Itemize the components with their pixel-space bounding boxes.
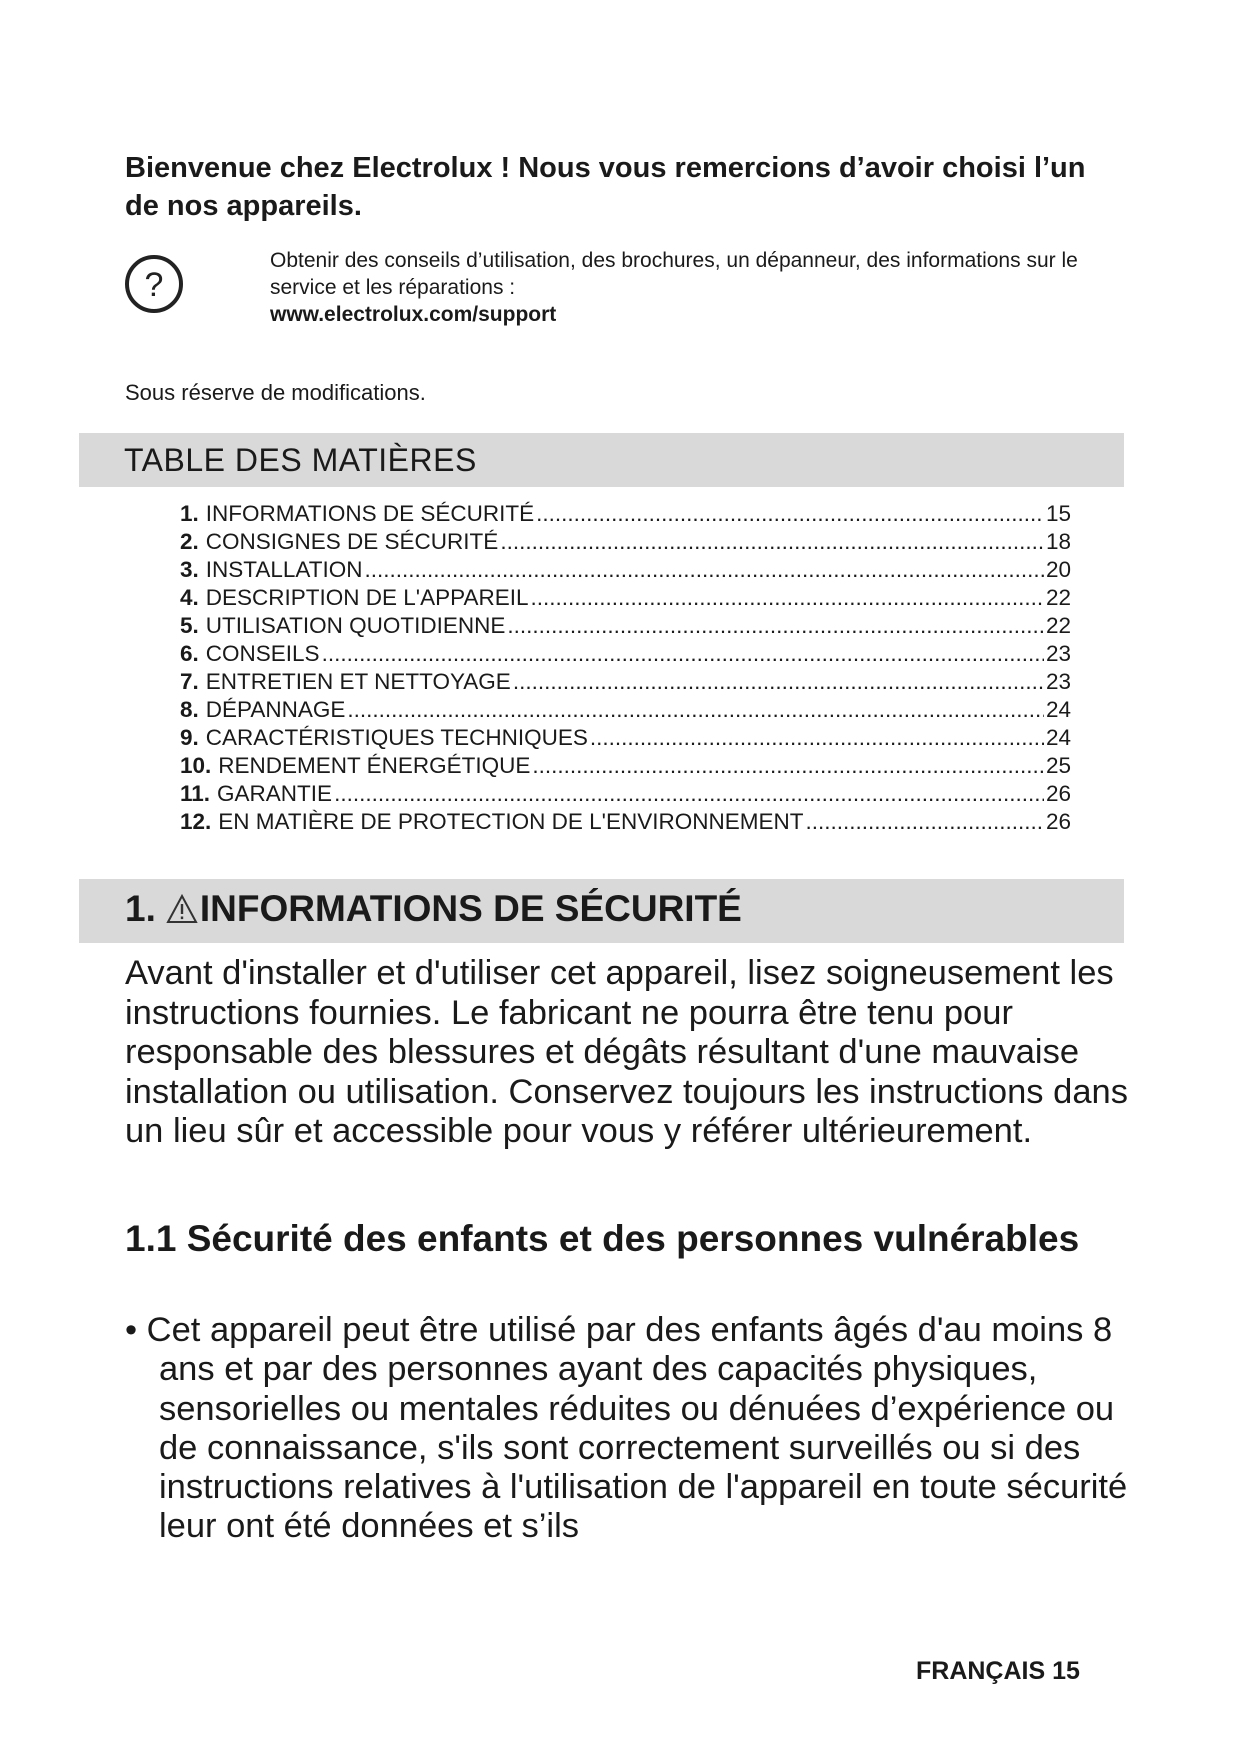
toc-item-page: 15 — [1045, 501, 1071, 526]
toc-item-label: UTILISATION QUOTIDIENNE — [205, 613, 506, 638]
toc-item-leader — [322, 640, 1044, 668]
toc-item[interactable] — [180, 584, 1071, 612]
toc-item-leader — [532, 752, 1044, 780]
toc-item-number: 6. — [180, 641, 199, 666]
toc-item-label: ENTRETIEN ET NETTOYAGE — [205, 669, 511, 694]
toc-item-label: DÉPANNAGE — [205, 697, 346, 722]
toc-item[interactable] — [180, 528, 1071, 556]
toc-item-leader — [513, 668, 1044, 696]
bullet-text: Cet appareil peut être utilisé par des enfants âgés d'au moins 8 ans et par des personnes ayant des capacités physiques, sensorielles ou mentales réduites ou dénuées d’expérience ou de connaissance, s'ils sont correctement surveillés ou si des instructions relatives à l'utilisation de l'appareil en toute sécurité leur ont été données et s’ils — [146, 1311, 1128, 1546]
subsection-title: 1.1 Sécurité des enfants et des personnes vulnérables — [125, 1218, 1080, 1259]
toc-item-number: 11. — [180, 781, 211, 806]
table-of-contents — [180, 500, 1071, 836]
toc-item-page: 23 — [1045, 641, 1071, 666]
toc-item-leader — [500, 528, 1044, 556]
toc-item-number: 5. — [180, 613, 199, 638]
toc-item[interactable] — [180, 640, 1071, 668]
page-footer: FRANÇAIS 15 — [916, 1657, 1080, 1685]
toc-item-number: 2. — [180, 529, 199, 554]
toc-item[interactable] — [180, 668, 1071, 696]
toc-item-label: EN MATIÈRE DE PROTECTION DE L'ENVIRONNEMENT — [218, 809, 804, 834]
toc-item-leader — [536, 500, 1044, 528]
toc-item-leader — [530, 584, 1043, 612]
toc-item-number: 3. — [180, 557, 199, 582]
toc-item-number: 1. — [180, 501, 199, 526]
toc-item-label: INSTALLATION — [205, 557, 363, 582]
toc-item-page: 25 — [1045, 753, 1071, 778]
toc-item-leader — [590, 724, 1044, 752]
toc-item-label: GARANTIE — [217, 781, 333, 806]
toc-item-page: 24 — [1045, 697, 1071, 722]
toc-item-leader — [334, 780, 1044, 808]
svg-text:?: ? — [144, 266, 164, 304]
section-title — [125, 888, 742, 930]
toc-item[interactable] — [180, 808, 1071, 836]
toc-item-leader — [507, 612, 1044, 640]
toc-item-label: CONSIGNES DE SÉCURITÉ — [205, 529, 499, 554]
toc-item-label: CARACTÉRISTIQUES TECHNIQUES — [205, 725, 588, 750]
toc-item-page: 18 — [1045, 529, 1071, 554]
toc-item-number: 7. — [180, 669, 199, 694]
warning-triangle-icon — [166, 894, 198, 924]
toc-item-page: 26 — [1045, 781, 1071, 806]
toc-item-leader — [805, 808, 1044, 836]
toc-item-number: 10. — [180, 753, 212, 778]
safety-intro-paragraph: Avant d'installer et d'utiliser cet appareil, lisez soigneusement les instructions fournies. Le fabricant ne pourra être tenu pour responsable des blessures et dégâts résultant d'une mauvaise installation ou utilisation. Conservez toujours les instructions dans un lieu sûr et accessible pour vous y référer ultérieurement. — [125, 954, 1128, 1150]
support-link[interactable]: www.electrolux.com/support — [270, 303, 557, 326]
section-number: 1. — [125, 888, 156, 929]
toc-item-page: 24 — [1045, 725, 1071, 750]
toc-item-page: 23 — [1045, 669, 1071, 694]
toc-item-label: DESCRIPTION DE L'APPAREIL — [205, 585, 529, 610]
toc-item-number: 8. — [180, 697, 199, 722]
modification-notice: Sous réserve de modifications. — [125, 380, 426, 405]
toc-item-label: RENDEMENT ÉNERGÉTIQUE — [218, 753, 531, 778]
toc-item[interactable] — [180, 780, 1071, 808]
support-info — [270, 247, 1130, 328]
toc-item[interactable] — [180, 696, 1071, 724]
toc-item-number: 12. — [180, 809, 212, 834]
toc-item[interactable] — [180, 500, 1071, 528]
toc-item-page: 22 — [1045, 613, 1071, 638]
toc-item-number: 9. — [180, 725, 199, 750]
toc-item-page: 20 — [1045, 557, 1071, 582]
toc-item[interactable] — [180, 612, 1071, 640]
toc-item[interactable] — [180, 724, 1071, 752]
toc-item[interactable] — [180, 556, 1071, 584]
welcome-heading: Bienvenue chez Electrolux ! Nous vous remercions d’avoir choisi l’un de nos appareils. — [125, 152, 1086, 222]
toc-item-number: 4. — [180, 585, 199, 610]
toc-item-page: 22 — [1045, 585, 1071, 610]
question-circle-icon — [124, 254, 184, 314]
toc-item-label: CONSEILS — [205, 641, 320, 666]
toc-title: TABLE DES MATIÈRES — [124, 442, 477, 478]
toc-item-label: INFORMATIONS DE SÉCURITÉ — [205, 501, 535, 526]
section-title-text: INFORMATIONS DE SÉCURITÉ — [199, 888, 742, 929]
toc-item-leader — [347, 696, 1044, 724]
toc-item-page: 26 — [1045, 809, 1071, 834]
bullet-item: • Cet appareil peut être utilisé par des enfants âgés d'au moins 8 ans et par des personnes ayant des capacités physiques, sensorielles ou mentales réduites ou dénuées d’expérience ou de connaissance, s'ils sont correctement surveillés ou si des instructions relatives à l'utilisation de l'appareil en toute sécurité leur ont été données et s’ils — [125, 1311, 1128, 1546]
support-text: Obtenir des conseils d’utilisation, des brochures, un dépanneur, des informations sur le service et les réparations : — [270, 249, 1078, 299]
toc-item[interactable] — [180, 752, 1071, 780]
toc-item-leader — [364, 556, 1044, 584]
